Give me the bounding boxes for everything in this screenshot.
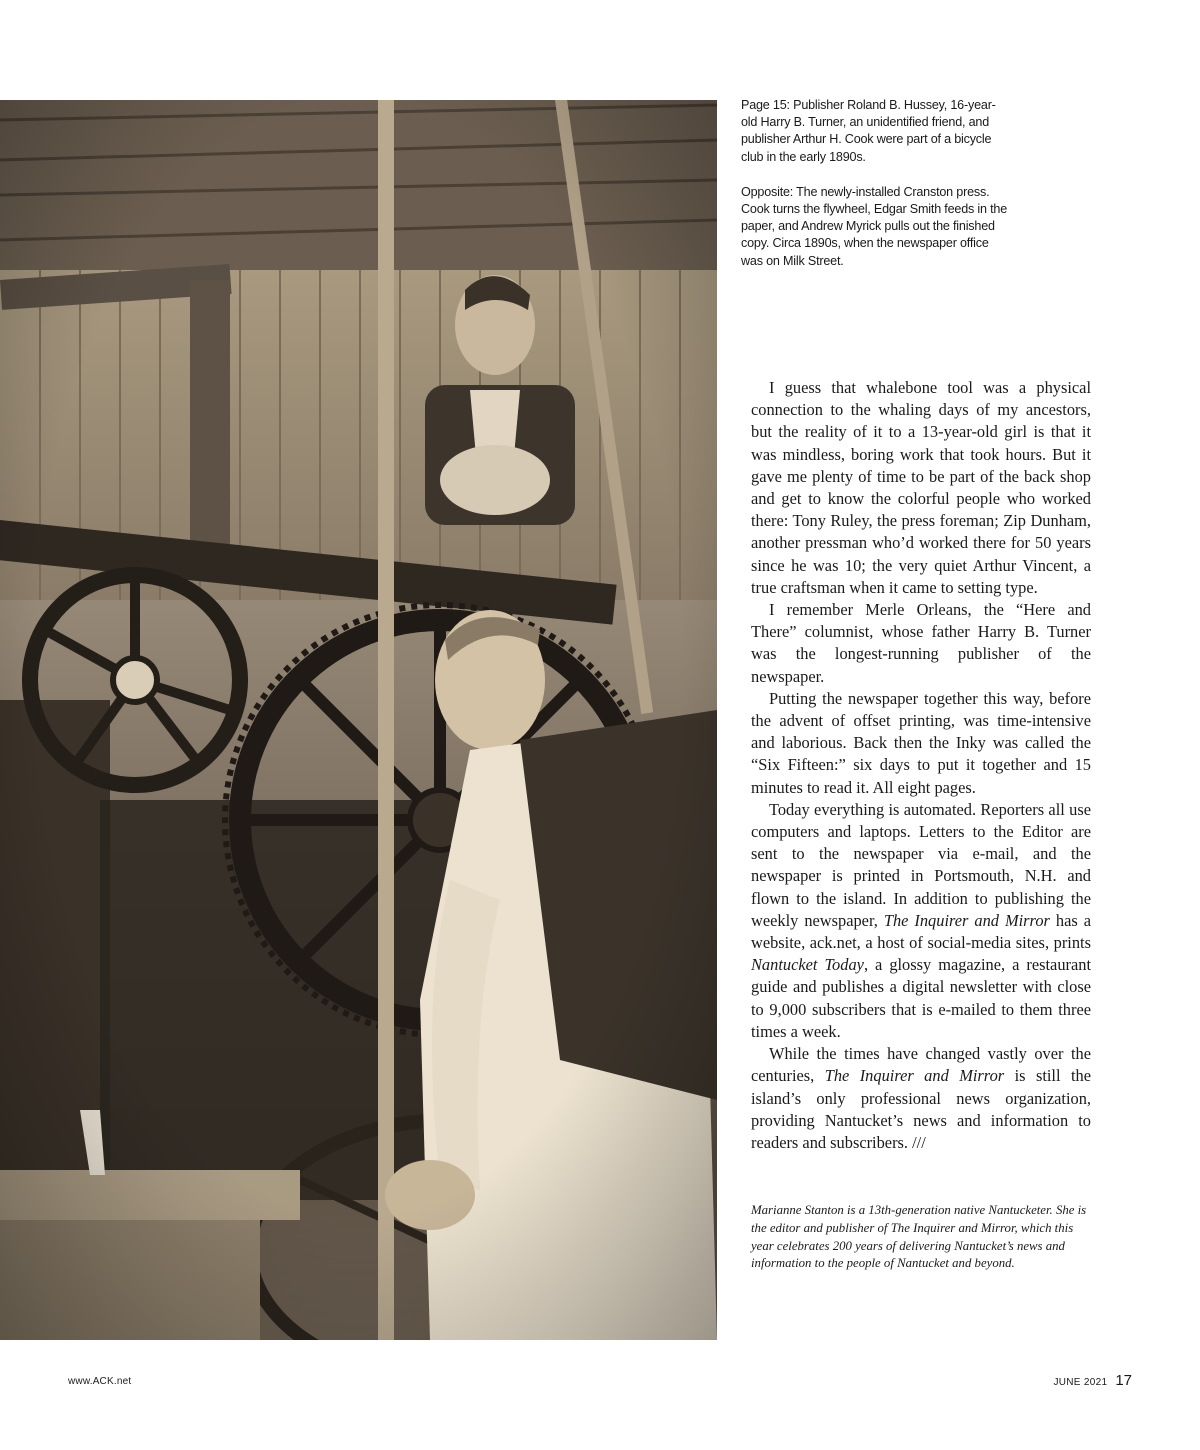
photo-illustration	[0, 100, 717, 1340]
publication-title-inquirer: The Inquirer and Mirror	[883, 910, 1050, 930]
caption-opposite: Opposite: The newly-installed Cranston press. Cook turns the flywheel, Edgar Smith feeds in the paper, and Andrew Myrick pulls out the finished copy. Circa 1890s, when the newspaper office was on Milk Street.	[741, 184, 1008, 268]
footer-website: www.ACK.net	[68, 1376, 132, 1387]
publication-title-nantucket-today: Nantucket Today	[751, 955, 864, 975]
author-bio: Marianne Stanton is a 13th-generation native Nantucketer. She is the editor and publisher of The Inquirer and Mirror, which this year celebrates 200 years of delivering Nantucket’s news and information to the people of Nantucket and beyond.	[751, 1203, 1087, 1271]
article-paragraph-4	[751, 799, 1091, 1043]
publication-title-inquirer-2: The Inquirer and Mirror	[824, 1066, 1005, 1086]
paragraph-4-text-a: Today everything is automated. Reporters all use computers and laptops. Letters to the Editor are sent to the newspaper via e-mail, and the newspaper is printed in Portsmouth, N.H. and flown to the island. In addition to publishing the weekly newspaper,	[751, 799, 1091, 930]
photo-captions	[741, 97, 1011, 288]
paragraph-5-text-b: is still the island’s only professional news organization, providing Nantucket’s news and information to readers and subscribers. ///	[751, 1066, 1092, 1152]
article-paragraph-5	[751, 1043, 1091, 1154]
page-number: 17	[1115, 1372, 1132, 1389]
press-room-photograph	[0, 100, 717, 1340]
article-paragraph-3: Putting the newspaper together this way, before the advent of offset printing, was time-intensive and laborious. Back then the Inky was called the “Six Fifteen:” six days to put it together and 15 minutes to read it. All eight pages.	[751, 688, 1091, 797]
paragraph-4-text-c: , a glossy magazine, a restaurant guide and publishes a digital newsletter with close to 9,000 subscribers that is e-mailed to them three times a week.	[751, 955, 1091, 1041]
footer-folio	[1053, 1372, 1132, 1389]
issue-date: JUNE 2021	[1053, 1377, 1108, 1388]
paragraph-4-text-b: has a website, ack.net, a host of social-media sites, prints	[751, 910, 1091, 953]
article-paragraph-2: I remember Merle Orleans, the “Here and There” columnist, whose father Harry B. Turner was the longest-running publisher of the newspaper.	[751, 600, 1091, 686]
article-paragraph-1: I guess that whalebone tool was a physical connection to the whaling days of my ancestors, but the reality of it to a 13-year-old girl is that it was mindless, boring work that took hours. But it gave me plenty of time to be part of the back shop and get to know the colorful people who worked there: Tony Ruley, the press foreman; Zip Dunham, another pressman who’d worked there for 50 years since he was 10; the very quiet Arthur Vincent, a true craftsman when it came to setting type.	[751, 378, 1091, 597]
caption-page-15: Page 15: Publisher Roland B. Hussey, 16-year-old Harry B. Turner, an unidentified friend, and publisher Arthur H. Cook were part of a bicycle club in the early 1890s.	[741, 98, 996, 164]
article-body	[751, 377, 1091, 1154]
paragraph-5-text-a: While the times have changed vastly over the centuries,	[751, 1044, 1091, 1086]
